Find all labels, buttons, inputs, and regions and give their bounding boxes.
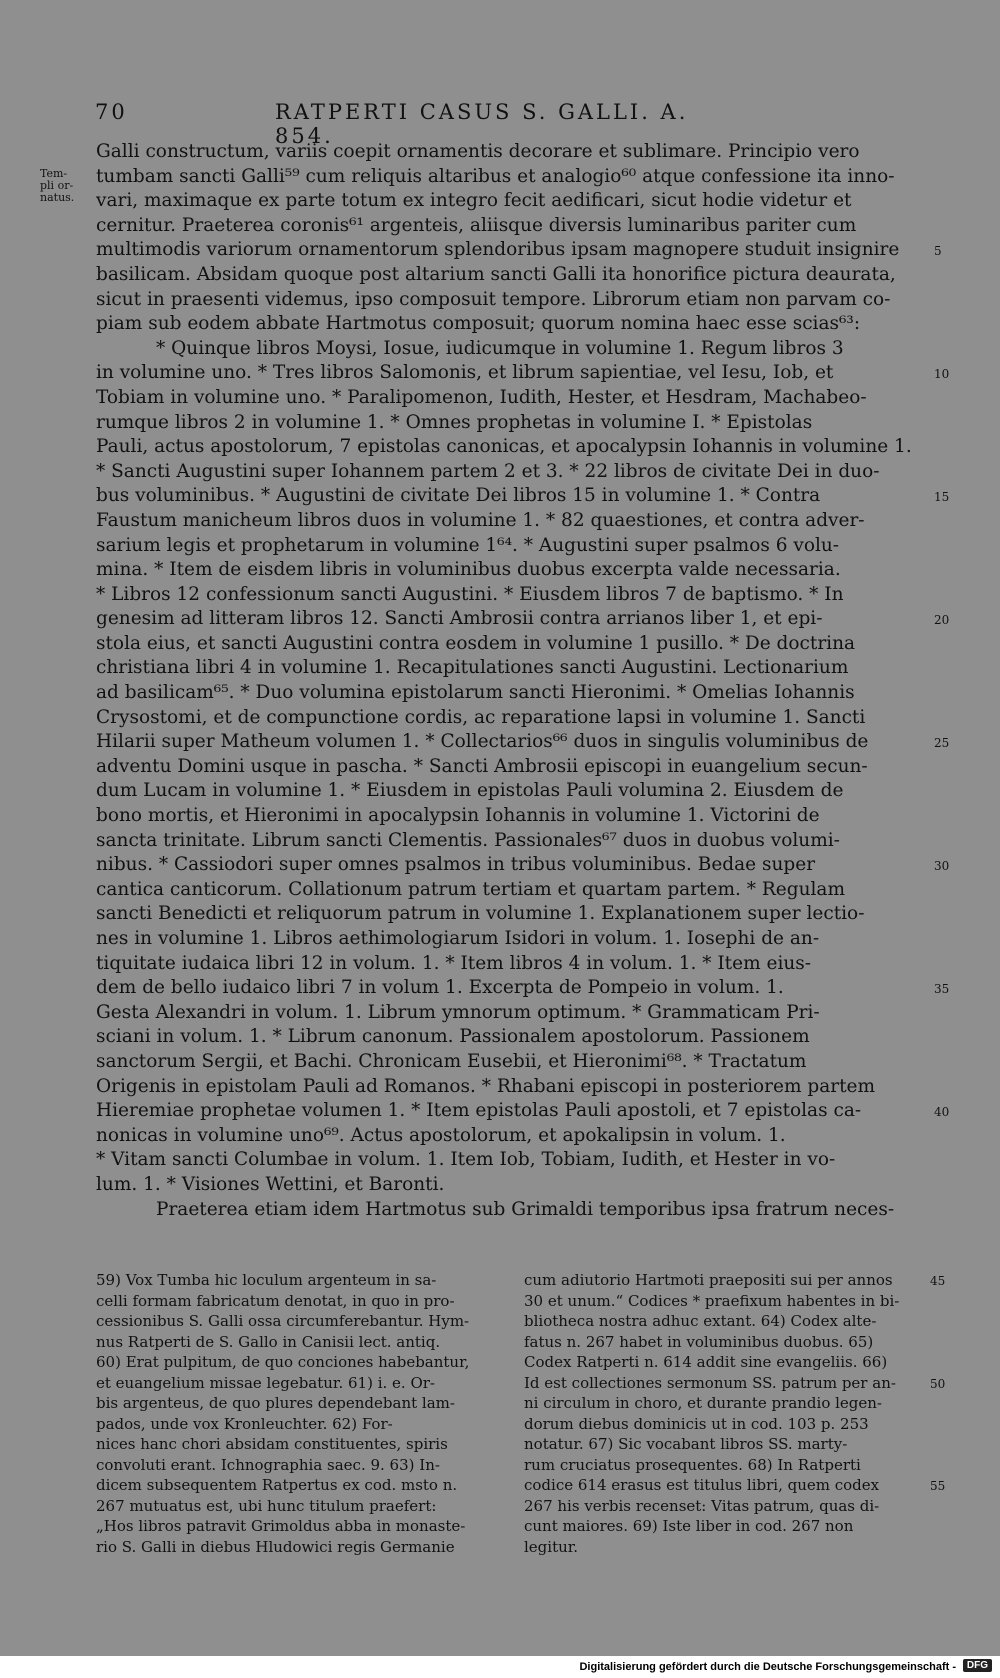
text-line: mina. * Item de eisdem libris in voluminibus duobus excerpta valde necessaria. bbox=[96, 559, 841, 581]
text-line: christiana libri 4 in volumine 1. Recapitulationes sancti Augustini. Lectionarium bbox=[96, 657, 849, 679]
text-line: in volumine uno. * Tres libros Salomonis, et librum sapientiae, vel Iesu, Iob, et bbox=[96, 362, 834, 384]
footnote-line: 60) Erat pulpitum, de quo conciones habebantur, bbox=[96, 1353, 470, 1371]
footnote-line: Codex Ratperti n. 614 addit sine evangeliis. 66) bbox=[524, 1353, 888, 1371]
footer-bar bbox=[0, 1656, 1000, 1678]
footnote-line: notatur. 67) Sic vocabant libros SS. marty- bbox=[524, 1435, 848, 1453]
text-line: sanctorum Sergii, et Bachi. Chronicam Eusebii, et Hieronimi⁶⁸. * Tractatum bbox=[96, 1050, 807, 1072]
text-line: Faustum manicheum libros duos in volumine 1. * 82 quaestiones, et contra adver- bbox=[96, 509, 865, 531]
line-number: 15 bbox=[934, 490, 950, 505]
text-line: vari, maximaque ex parte totum ex integro fecit aedificari, sicut hodie videtur et bbox=[96, 190, 852, 212]
text-line: genesim ad litteram libros 12. Sancti Ambrosii contra arrianos liber 1, et epi- bbox=[96, 608, 823, 630]
footnote-line: dorum diebus dominicis ut in cod. 103 p. 253 bbox=[524, 1414, 869, 1433]
text-line: Gesta Alexandri in volum. 1. Librum ymnorum optimum. * Grammaticam Pri- bbox=[96, 1001, 820, 1023]
text-line: adventu Domini usque in pascha. * Sancti Ambrosii episcopi in euangelium secun- bbox=[96, 755, 868, 777]
footnote-line: rio S. Galli in diebus Hludowici regis Germanie bbox=[96, 1537, 455, 1556]
line-number: 40 bbox=[934, 1105, 950, 1120]
main-text bbox=[96, 140, 926, 1222]
text-line: Hieremiae prophetae volumen 1. * Item epistolas Pauli apostoli, et 7 epistolas ca- bbox=[96, 1100, 862, 1122]
margin-note-line: Tem- bbox=[40, 167, 68, 180]
footnote-line: cessionibus S. Galli ossa circumferebantur. Hym- bbox=[96, 1312, 470, 1330]
text-line: lum. 1. * Visiones Wettini, et Baronti. bbox=[96, 1173, 445, 1195]
text-line: stola eius, et sancti Augustini contra eosdem in volumine 1 pusillo. * De doctrina bbox=[96, 632, 856, 654]
page-number: 70 bbox=[95, 100, 128, 124]
footnote-line: Id est collectiones sermonum SS. patrum per an- bbox=[524, 1373, 896, 1392]
footnote-line-number: 50 bbox=[930, 1376, 946, 1391]
footnote-line: fatus n. 267 habet in voluminibus duobus. 65) bbox=[524, 1332, 874, 1351]
text-line: dum Lucam in volumine 1. * Eiusdem in epistolas Pauli volumina 2. Eiusdem de bbox=[96, 780, 844, 802]
footnote-line: cum adiutorio Hartmoti praepositi sui per annos bbox=[524, 1271, 893, 1289]
text-line: Praeterea etiam idem Hartmotus sub Grimaldi temporibus ipsa fratrum neces- bbox=[156, 1198, 895, 1220]
footnote-line: cunt maiores. 69) Iste liber in cod. 267 non bbox=[524, 1517, 854, 1535]
margin-note-line: natus. bbox=[40, 191, 75, 204]
text-line: * Libros 12 confessionum sancti Augustini. * Eiusdem libros 7 de baptismo. * In bbox=[96, 583, 844, 605]
text-line: bono mortis, et Hieronimi in apocalypsin Iohannis in volumine 1. Victorini de bbox=[96, 805, 820, 827]
text-line: sarium legis et prophetarum in volumine 1⁶⁴. * Augustini super psalmos 6 volu- bbox=[96, 534, 840, 556]
text-line: piam sub eodem abbate Hartmotus composuit; quorum nomina haec esse scias⁶³: bbox=[96, 313, 861, 335]
footnote-line: rum cruciatus prosequentes. 68) In Ratperti bbox=[524, 1455, 861, 1474]
text-line: Hilarii super Matheum volumen 1. * Collectarios⁶⁶ duos in singulis voluminibus de bbox=[96, 731, 869, 753]
text-line: bus voluminibus. * Augustini de civitate Dei libros 15 in volumine 1. * Contra bbox=[96, 485, 821, 507]
text-line: sicut in praesenti videmus, ipso composuit tempore. Librorum etiam non parvam co- bbox=[96, 288, 891, 310]
text-line: Galli constructum, variis coepit ornamentis decorare et sublimare. Principio vero bbox=[96, 141, 860, 162]
footnote-line: 30 et unum.“ Codices * praefixum habentes in bi- bbox=[524, 1291, 900, 1310]
running-title: RATPERTI CASUS S. GALLI. A. 854. bbox=[275, 100, 689, 148]
text-line: Origenis in epistolam Pauli ad Romanos. * Rhabani episcopi in posteriorem partem bbox=[96, 1075, 876, 1097]
line-number: 20 bbox=[934, 613, 950, 628]
footnotes-right-column bbox=[524, 1270, 927, 1557]
text-line: sancta trinitate. Librum sancti Clementis. Passionales⁶⁷ duos in duobus volumi- bbox=[96, 829, 840, 851]
text-line: sancti Benedicti et reliquorum patrum in volumine 1. Explanationem super lectio- bbox=[96, 903, 865, 925]
funding-notice: Digitalisierung gefördert durch die Deutsche Forschungsgemeinschaft - bbox=[579, 1661, 956, 1673]
text-line: basilicam. Absidam quoque post altarium sancti Galli ita honorifice pictura deaurata, bbox=[96, 263, 896, 285]
line-number: 35 bbox=[934, 982, 950, 997]
text-line: rumque libros 2 in volumine 1. * Omnes prophetas in volumine I. * Epistolas bbox=[96, 411, 813, 433]
text-line: nes in volumine 1. Libros aethimologiarum Isidori in volum. 1. Iosephi de an- bbox=[96, 928, 820, 949]
text-line: tumbam sancti Galli⁵⁹ cum reliquis altaribus et analogio⁶⁰ atque confessione ita inno- bbox=[96, 165, 895, 187]
footnote-line: nices hanc chori absidam constituentes, spiris bbox=[96, 1435, 448, 1453]
footnote-line: pados, unde vox Kronleuchter. 62) For- bbox=[96, 1414, 393, 1433]
footnote-line-number: 45 bbox=[930, 1274, 946, 1288]
line-number: 25 bbox=[934, 736, 950, 751]
footnote-line-number: 55 bbox=[930, 1479, 946, 1493]
dfg-logo: DFG bbox=[963, 1659, 992, 1672]
line-number: 30 bbox=[934, 859, 950, 874]
text-line: Tobiam in volumine uno. * Paralipomenon, Iudith, Hester, et Hesdram, Machabeo- bbox=[96, 386, 867, 408]
footnote-line: legitur. bbox=[524, 1537, 579, 1556]
footnote-line: celli formam fabricatum denotat, in quo in pro- bbox=[96, 1291, 455, 1310]
text-line: cernitur. Praeterea coronis⁶¹ argenteis, aliisque diversis luminaribus pariter cum bbox=[96, 214, 857, 236]
text-line: multimodis variorum ornamentorum splendoribus ipsam magnopere studuit insignire bbox=[96, 239, 900, 261]
text-line: dem de bello iudaico libri 7 in volum 1. Excerpta de Pompeio in volum. 1. bbox=[96, 977, 784, 999]
margin-note-line: pli or- bbox=[40, 179, 74, 192]
text-line: cantica canticorum. Collationum patrum tertiam et quartam partem. * Regulam bbox=[96, 878, 845, 900]
footnote-line: bis argenteus, de quo plures dependebant lam- bbox=[96, 1394, 455, 1412]
footnote-line: 59) Vox Tumba hic loculum argenteum in sa- bbox=[96, 1271, 437, 1289]
footnote-line: dicem subsequentem Ratpertus ex cod. msto n. bbox=[96, 1476, 458, 1494]
line-number: 10 bbox=[934, 367, 950, 382]
text-line: nibus. * Cassiodori super omnes psalmos in tribus voluminibus. Bedae super bbox=[96, 854, 816, 876]
text-line: Crysostomi, et de compunctione cordis, ac reparatione lapsi in volumine 1. Sancti bbox=[96, 706, 866, 728]
text-line: * Quinque libros Moysi, Iosue, iudicumque in volumine 1. Regum libros 3 bbox=[156, 337, 844, 359]
text-line: * Vitam sancti Columbae in volum. 1. Item Iob, Tobiam, Iudith, et Hester in vo- bbox=[96, 1149, 836, 1171]
footnote-line: nus Ratperti de S. Gallo in Canisii lect. antiq. bbox=[96, 1332, 441, 1351]
footnote-line: et euangelium missae legebatur. 61) i. e. Or- bbox=[96, 1373, 435, 1392]
footnote-line: ni circulum in choro, et durante prandio legen- bbox=[524, 1394, 883, 1412]
text-line: nonicas in volumine uno⁶⁹. Actus apostolorum, et apokalipsin in volum. 1. bbox=[96, 1124, 786, 1146]
text-line: Pauli, actus apostolorum, 7 epistolas canonicas, et apocalypsin Iohannis in volumine 1. bbox=[96, 436, 912, 458]
footnotes-left-column bbox=[96, 1270, 499, 1557]
text-line: * Sancti Augustini super Iohannem partem 2 et 3. * 22 libros de civitate Dei in duo- bbox=[96, 460, 880, 482]
footnote-line: „Hos libros patravit Grimoldus abba in monaste- bbox=[96, 1517, 466, 1535]
line-number: 5 bbox=[934, 244, 942, 259]
margin-note bbox=[40, 168, 88, 204]
footnote-line: convoluti erant. Ichnographia saec. 9. 63) In- bbox=[96, 1455, 440, 1474]
text-line: ad basilicam⁶⁵. * Duo volumina epistolarum sancti Hieronimi. * Omelias Iohannis bbox=[96, 682, 855, 704]
footnote-line: 267 his verbis recenset: Vitas patrum, quas di- bbox=[524, 1496, 880, 1515]
footnote-line: bliotheca nostra adhuc extant. 64) Codex alte- bbox=[524, 1312, 877, 1330]
footnote-line: 267 mutuatus est, ubi hunc titulum praefert: bbox=[96, 1496, 437, 1515]
text-line: sciani in volum. 1. * Librum canonum. Passionalem apostolorum. Passionem bbox=[96, 1026, 810, 1048]
text-line: tiquitate iudaica libri 12 in volum. 1. * Item libros 4 in volum. 1. * Item eius- bbox=[96, 952, 812, 974]
footnote-line: codice 614 erasus est titulus libri, quem codex bbox=[524, 1476, 880, 1494]
